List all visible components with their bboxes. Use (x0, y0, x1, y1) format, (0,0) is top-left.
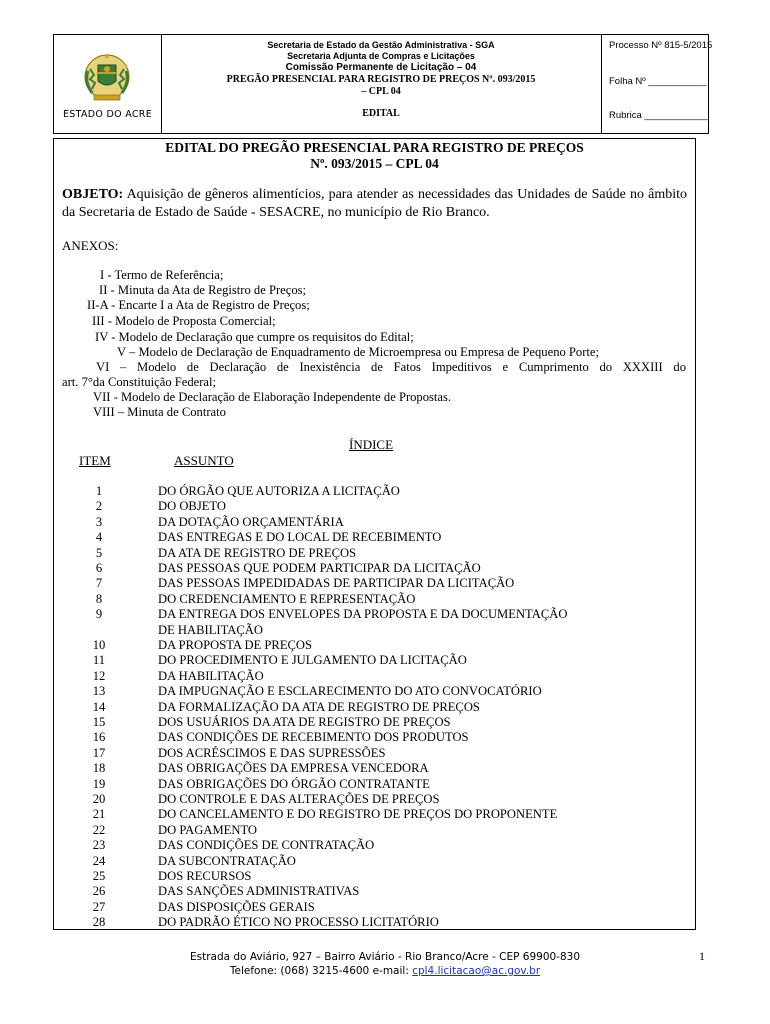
indice-row (0, 576, 770, 592)
indice-item-number: 2 (95, 499, 103, 514)
objeto-text: Aquisição de gêneros alimentícios, para atender as necessidades das Unidades de Saúde no âmbito da Secretaria de Estado de Saúde - SESACRE, no município de Rio Branco. (62, 187, 687, 220)
indice-row (0, 869, 770, 885)
indice-item-number: 10 (92, 638, 106, 652)
indice-row (0, 900, 770, 916)
anexo-item: II - Minuta da Ata de Registro de Preços; (99, 283, 307, 297)
document-subtitle: Nº. 093/2015 – CPL 04 (310, 156, 439, 171)
document-header (53, 34, 713, 134)
rubrica-field: Rubrica ____________ (609, 110, 708, 121)
footer-email-link[interactable]: cpl4.licitacao@ac.gov.br (412, 965, 541, 977)
process-number: Processo Nº 815-5/2015 (609, 40, 713, 51)
indice-row (0, 515, 770, 531)
indice-item-number: 3 (95, 514, 103, 529)
anexo-item: VII - Modelo de Declaração de Elaboração Independente de Propostas. (93, 390, 452, 404)
objeto-paragraph (62, 186, 687, 222)
indice-item-subject: DA FORMALIZAÇÃO DA ATA DE REGISTRO DE PREÇOS (158, 699, 480, 714)
indice-item-subject: DO ÓRGÃO QUE AUTORIZA A LICITAÇÃO (158, 484, 400, 498)
indice-item-number: 20 (92, 792, 106, 806)
indice-item-number: 26 (92, 884, 106, 899)
header-line-comissao: Comissão Permanente de Licitação – 04 (285, 62, 477, 73)
indice-item-subject: DO PADRÃO ÉTICO NO PROCESSO LICITATÓRIO (158, 915, 439, 930)
indice-row (0, 792, 770, 808)
indice-item-subject: DA ATA DE REGISTRO DE PREÇOS (158, 545, 357, 560)
indice-row (0, 761, 770, 777)
header-process-cell (601, 35, 713, 133)
indice-row (0, 746, 770, 762)
indice-col-item: ITEM (79, 453, 111, 468)
indice-item-number: 1 (95, 484, 103, 498)
indice-item-number: 14 (92, 699, 106, 714)
state-name: ESTADO DO ACRE (63, 109, 152, 120)
indice-item-number: 9 (95, 607, 103, 622)
indice-item-number: 13 (92, 684, 106, 699)
anexo-item: VIII – Minuta de Contrato (93, 405, 226, 419)
header-line-cpl: – CPL 04 (361, 86, 401, 97)
indice-item-number: 19 (92, 776, 106, 791)
header-emblem-cell (54, 35, 162, 133)
header-line-adjunta: Secretaria Adjunta de Compras e Licitações (287, 51, 475, 61)
indice-row (0, 915, 770, 931)
indice-item-subject: DO CREDENCIAMENTO E REPRESENTAÇÃO (158, 591, 416, 606)
indice-row (0, 653, 770, 669)
indice-row (0, 638, 770, 654)
indice-row (0, 484, 770, 500)
indice-item-number: 18 (92, 761, 106, 776)
indice-item-subject: DAS CONDIÇÕES DE RECEBIMENTO DOS PRODUTOS (158, 730, 469, 745)
indice-row (0, 561, 770, 577)
indice-row (0, 623, 770, 639)
indice-item-subject: DAS OBRIGAÇÕES DA EMPRESA VENCEDORA (158, 761, 429, 776)
header-line-pregao: PREGÃO PRESENCIAL PARA REGISTRO DE PREÇOS Nº. 093/2015 (226, 74, 536, 85)
header-institution-cell (161, 35, 602, 133)
indice-row (0, 700, 770, 716)
objeto-label: OBJETO: (62, 187, 124, 202)
indice-item-number: 27 (92, 899, 106, 914)
anexo-item: IV - Modelo de Declaração que cumpre os requisitos do Edital; (95, 330, 414, 344)
indice-item-number: 16 (92, 730, 106, 745)
indice-row (0, 592, 770, 608)
indice-item-number: 15 (92, 715, 106, 729)
indice-item-subject: DA IMPUGNAÇÃO E ESCLARECIMENTO DO ATO CONVOCATÓRIO (158, 684, 542, 699)
anexo-item: I - Termo de Referência; (100, 268, 224, 282)
indice-row (0, 715, 770, 731)
indice-item-number: 23 (92, 838, 106, 853)
header-line-sga: Secretaria de Estado da Gestão Administrativa - SGA (267, 40, 495, 50)
indice-row (0, 777, 770, 793)
indice-row (0, 807, 770, 823)
footer-address: Estrada do Aviário, 927 – Bairro Aviário - Rio Branco/Acre - CEP 69900-830 (189, 951, 581, 963)
indice-item-subject: DA ENTREGA DOS ENVELOPES DA PROPOSTA E DA DOCUMENTAÇÃO (158, 607, 568, 622)
indice-row (0, 884, 770, 900)
indice-item-subject: DAS PESSOAS IMPEDIDADAS DE PARTICIPAR DA LICITAÇÃO (158, 576, 515, 591)
indice-row (0, 730, 770, 746)
indice-item-subject: DA PROPOSTA DE PREÇOS (158, 638, 313, 652)
indice-item-number: 12 (92, 668, 106, 683)
folha-field: Folha Nº ___________ (609, 76, 707, 87)
indice-item-subject: DO OBJETO (158, 499, 226, 514)
indice-item-number: 4 (95, 530, 103, 545)
indice-row (0, 669, 770, 685)
indice-row (0, 607, 770, 623)
indice-row (0, 530, 770, 546)
indice-item-number: 24 (92, 853, 106, 868)
indice-item-number: 25 (92, 869, 106, 883)
anexo-item: II-A - Encarte I a Ata de Registro de Preços; (87, 298, 310, 312)
page-number: 1 (699, 949, 705, 963)
indice-item-subject: DOS USUÁRIOS DA ATA DE REGISTRO DE PREÇOS (158, 715, 451, 729)
document-title: EDITAL DO PREGÃO PRESENCIAL PARA REGISTRO DE PREÇOS (165, 140, 584, 155)
indice-item-number: 8 (95, 591, 103, 606)
indice-item-subject: DAS CONDIÇÕES DE CONTRATAÇÃO (158, 838, 375, 853)
indice-item-number: 11 (92, 653, 106, 668)
indice-row (0, 546, 770, 562)
header-line-edital: EDITAL (362, 108, 400, 119)
indice-item-subject: DO PAGAMENTO (158, 822, 258, 837)
anexos-label: ANEXOS: (62, 238, 119, 253)
indice-item-subject: DAS PESSOAS QUE PODEM PARTICIPAR DA LICITAÇÃO (158, 561, 481, 575)
indice-item-subject: DOS RECURSOS (158, 869, 252, 883)
indice-item-subject: DO CANCELAMENTO E DO REGISTRO DE PREÇOS DO PROPONENTE (158, 807, 558, 822)
footer-phone: Telefone: (068) 3215-4600 e-mail: (229, 965, 413, 977)
anexo-item-continuation: art. 7°da Constituição Federal; (62, 375, 217, 389)
indice-item-number: 5 (95, 545, 103, 560)
indice-item-subject: DA DOTAÇÃO ORÇAMENTÁRIA (158, 514, 344, 529)
indice-item-subject: DAS DISPOSIÇÕES GERAIS (158, 899, 315, 914)
anexo-item: III - Modelo de Proposta Comercial; (92, 314, 276, 328)
indice-item-subject: DAS SANÇÕES ADMINISTRATIVAS (158, 884, 360, 899)
indice-item-subject: DA HABILITAÇÃO (158, 668, 264, 683)
indice-col-assunto: ASSUNTO (174, 453, 234, 468)
anexo-item: V – Modelo de Declaração de Enquadramento de Microempresa ou Empresa de Pequeno Porte; (117, 345, 600, 359)
footer-contact (0, 965, 770, 977)
indice-item-subject: DAS ENTREGAS E DO LOCAL DE RECEBIMENTO (158, 530, 442, 545)
indice-item-number: 22 (92, 822, 106, 837)
indice-row (0, 854, 770, 870)
indice-item-number: 21 (92, 807, 106, 822)
indice-item-number: 28 (92, 915, 106, 930)
indice-item-subject: DO PROCEDIMENTO E JULGAMENTO DA LICITAÇÃO (158, 653, 467, 668)
indice-title: ÍNDICE (349, 437, 394, 452)
indice-item-number: 6 (95, 561, 103, 575)
indice-item-subject: DE HABILITAÇÃO (158, 622, 263, 637)
indice-item-subject: DAS OBRIGAÇÕES DO ÓRGÃO CONTRATANTE (158, 776, 430, 791)
indice-item-number: 17 (92, 745, 106, 760)
indice-row (0, 823, 770, 839)
indice-item-subject: DA SUBCONTRATAÇÃO (158, 853, 296, 868)
indice-row (0, 838, 770, 854)
coat-of-arms-icon (80, 51, 134, 105)
indice-row (0, 499, 770, 515)
indice-item-subject: DO CONTROLE E DAS ALTERAÇÕES DE PREÇOS (158, 792, 440, 806)
anexo-item: VI – Modelo de Declaração de Inexistência de Fatos Impeditivos e Cumprimento do XXXIII do (96, 360, 686, 374)
indice-item-subject: DOS ACRÉSCIMOS E DAS SUPRESSÕES (158, 745, 386, 760)
indice-item-number: 7 (95, 576, 103, 591)
indice-row (0, 684, 770, 700)
